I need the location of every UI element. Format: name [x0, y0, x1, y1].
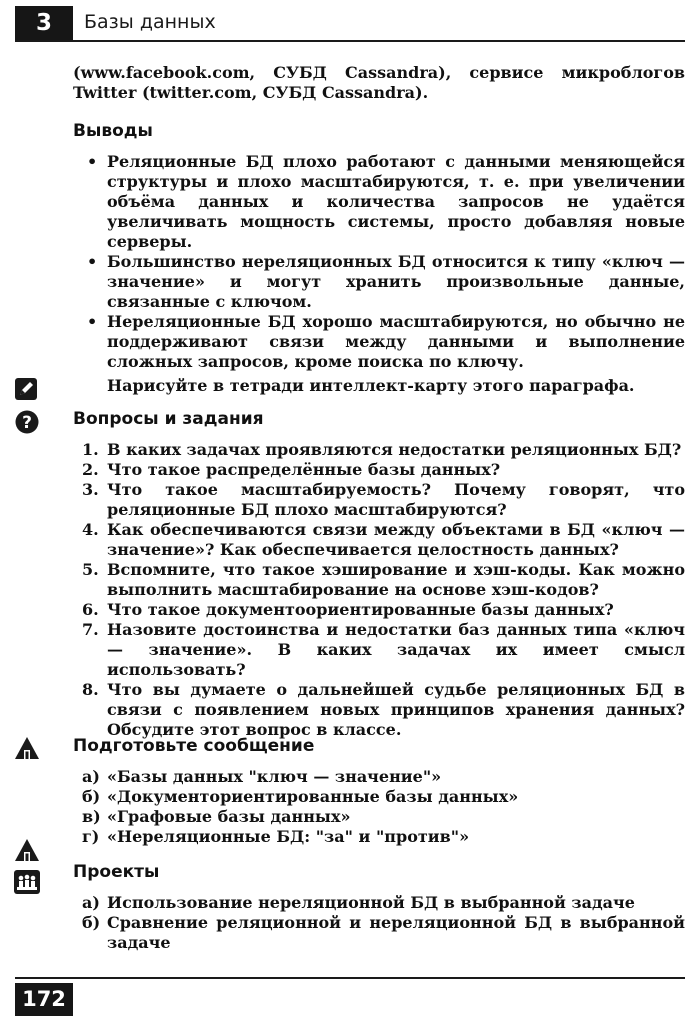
- item-number: 3.: [82, 480, 99, 499]
- list-item: [73, 807, 685, 827]
- item-text: Как обеспечиваются связи между объектами в БД «ключ — значение»? Как обеспечивается целостность данных?: [107, 520, 685, 559]
- item-text: «Графовые базы данных»: [107, 807, 351, 826]
- list-item: • Реляционные БД плохо работают с данными меняющейся структуры и плохо масштабируются, т. е. при увеличении объёма данных и количества запросов не удаётся увеличивать мощность системы, просто добавляя новые серверы.: [73, 152, 685, 252]
- list-item: [73, 913, 685, 953]
- page-number: 172: [15, 983, 73, 1016]
- item-text: «Нереляционные БД: "за" и "против"»: [107, 827, 470, 846]
- list-item: [73, 460, 685, 480]
- item-text: Сравнение реляционной и нереляционной БД в выбранной задаче: [107, 913, 685, 952]
- list-item: • Большинство нереляционных БД относится к типу «ключ — значение» и могут хранить произвольные данные, связанные с ключом.: [73, 252, 685, 312]
- item-text: Что такое масштабируемость? Почему говорят, что реляционные БД плохо масштабируются?: [107, 480, 685, 519]
- house-icon: [14, 736, 40, 760]
- report-list: [73, 767, 685, 847]
- list-item: [73, 560, 685, 600]
- question-icon: [15, 410, 39, 434]
- list-item: [73, 827, 685, 847]
- list-item: [73, 680, 685, 740]
- item-number: 1.: [82, 440, 99, 459]
- svg-text:?: ?: [22, 413, 32, 433]
- item-text: «Базы данных "ключ — значение"»: [107, 767, 442, 786]
- item-text: В каких задачах проявляются недостатки реляционных БД?: [107, 440, 682, 459]
- item-number: 8.: [82, 680, 99, 699]
- list-item: [73, 620, 685, 680]
- item-number: 5.: [82, 560, 99, 579]
- list-item: [73, 600, 685, 620]
- item-text: Использование нереляционной БД в выбранной задаче: [107, 893, 635, 912]
- questions-list: [73, 440, 685, 740]
- list-item: • Нереляционные БД хорошо масштабируются, но обычно не поддерживают связи между данными и выполнение сложных запросов, кроме поиска по ключу.: [73, 312, 685, 372]
- item-letter: б): [82, 787, 101, 806]
- list-item: [73, 893, 685, 913]
- projects-list: [73, 893, 685, 953]
- section-title-conclusions: Выводы: [73, 121, 153, 141]
- item-letter: а): [82, 767, 100, 786]
- house-icon: [14, 838, 40, 862]
- list-item: [73, 440, 685, 460]
- item-number: 6.: [82, 600, 99, 619]
- list-item: [73, 520, 685, 560]
- item-text: Назовите достоинства и недостатки баз данных типа «ключ — значение». В каких задачах их имеет смысл использовать?: [107, 620, 685, 679]
- section-title-questions: Вопросы и задания: [73, 409, 264, 429]
- item-number: 7.: [82, 620, 99, 639]
- list-item: [73, 787, 685, 807]
- item-letter: в): [82, 807, 101, 826]
- list-item: [73, 480, 685, 520]
- pencil-icon: [15, 378, 37, 400]
- intro-line-2: Twitter (twitter.com, СУБД Cassandra).: [73, 83, 429, 102]
- footer-divider: [15, 977, 685, 979]
- intro-line-1: (www.facebook.com, СУБД Cassandra), сервисе микроблогов: [73, 63, 685, 82]
- list-item: [73, 767, 685, 787]
- section-title-report: Подготовьте сообщение: [73, 736, 315, 756]
- section-title-projects: Проекты: [73, 862, 160, 882]
- chapter-title: Базы данных: [84, 11, 216, 33]
- team-icon: [14, 870, 40, 894]
- item-number: 2.: [82, 460, 99, 479]
- item-number: 4.: [82, 520, 99, 539]
- item-text: Вспомните, что такое хэширование и хэш-коды. Как можно выполнить масштабирование на основе хэш-кодов?: [107, 560, 685, 599]
- item-text: Что вы думаете о дальнейшей судьбе реляционных БД в связи с появлением новых принципов хранения данных? Обсудите этот вопрос в классе.: [107, 680, 685, 739]
- header-divider: [15, 40, 685, 42]
- item-letter: а): [82, 893, 100, 912]
- item-text: Что такое документоориентированные базы данных?: [107, 600, 614, 619]
- item-text: «Документориентированные базы данных»: [107, 787, 519, 806]
- chapter-number: 3: [15, 6, 73, 41]
- item-letter: г): [82, 827, 100, 846]
- item-letter: б): [82, 913, 101, 932]
- task-note: Нарисуйте в тетради интеллект-карту этого параграфа.: [107, 376, 635, 395]
- conclusions-list: [73, 152, 685, 372]
- item-text: Что такое распределённые базы данных?: [107, 460, 501, 479]
